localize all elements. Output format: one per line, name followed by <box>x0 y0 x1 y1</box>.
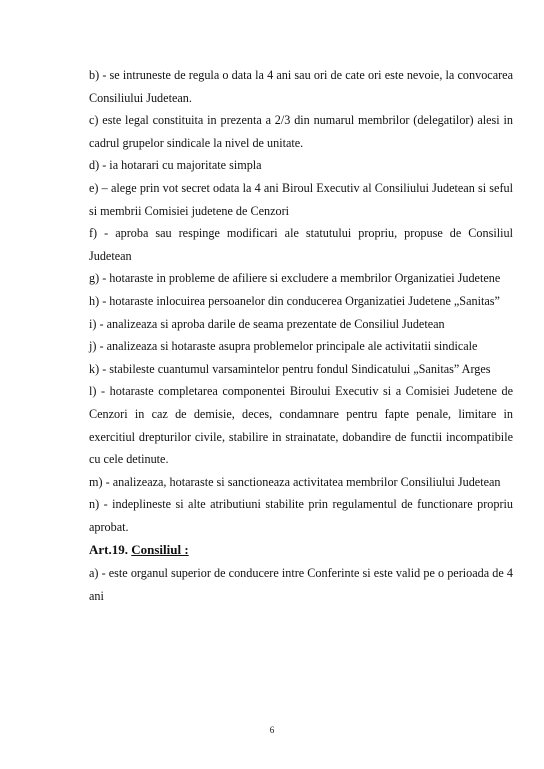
list-item-n: n) - indeplineste si alte atributiuni stabilite prin regulamentul de functionare propriu aprobat. <box>89 497 513 534</box>
list-item-h: h) - hotaraste inlocuirea persoanelor din conducerea Organizatiei Judetene „Sanitas” <box>89 293 500 308</box>
list-item-c: c) este legal constituita in prezenta a 2/3 din numarul membrilor (delegatilor) alesi in cadrul grupelor sindicale la nivel de unitate. <box>89 113 513 150</box>
list-item-d: d) - ia hotarari cu majoritate simpla <box>89 158 262 173</box>
list-item-f: f) - aproba sau respinge modificari ale statutului propriu, propuse de Consiliul Judetean <box>89 226 513 263</box>
article-heading <box>89 538 513 562</box>
article-title: Consiliul : <box>131 542 189 558</box>
article-item-a: a) - este organul superior de conducere intre Conferinte si este valid pe o perioada de 4 ani <box>89 566 513 604</box>
page-number: 6 <box>269 725 275 735</box>
list-item-j: j) - analizeaza si hotaraste asupra problemelor principale ale activitatii sindicale <box>89 339 478 354</box>
list-item-b: b) - se intruneste de regula o data la 4 ani sau ori de cate ori este nevoie, la convocarea Consiliului Judetean. <box>89 68 513 105</box>
article-number: Art.19. <box>89 542 128 558</box>
list-item-g: g) - hotaraste in probleme de afiliere si excludere a membrilor Organizatiei Judetene <box>89 271 501 286</box>
list-item-m: m) - analizeaza, hotaraste si sanctioneaza activitatea membrilor Consiliului Judetean <box>89 474 501 489</box>
list-item-i: i) - analizeaza si aproba darile de seama prezentate de Consiliul Judetean <box>89 316 445 331</box>
list-item-l: l) - hotaraste completarea componentei Biroului Executiv si a Comisiei Judetene de Cenzori in caz de demisie, deces, condamnare pentru fapte penale, limitare in exercitiul drepturilor civile, stabilire in strainatate, dobandire de functii incompatibile cu cele detinute. <box>89 384 513 467</box>
list-item-e: e) – alege prin vot secret odata la 4 ani Biroul Executiv al Consiliului Judetean si seful si membrii Comisiei judetene de Cenzori <box>89 180 513 218</box>
page-content <box>89 64 513 608</box>
list-item-k: k) - stabileste cuantumul varsamintelor pentru fondul Sindicatului „Sanitas” Arges <box>89 361 491 376</box>
